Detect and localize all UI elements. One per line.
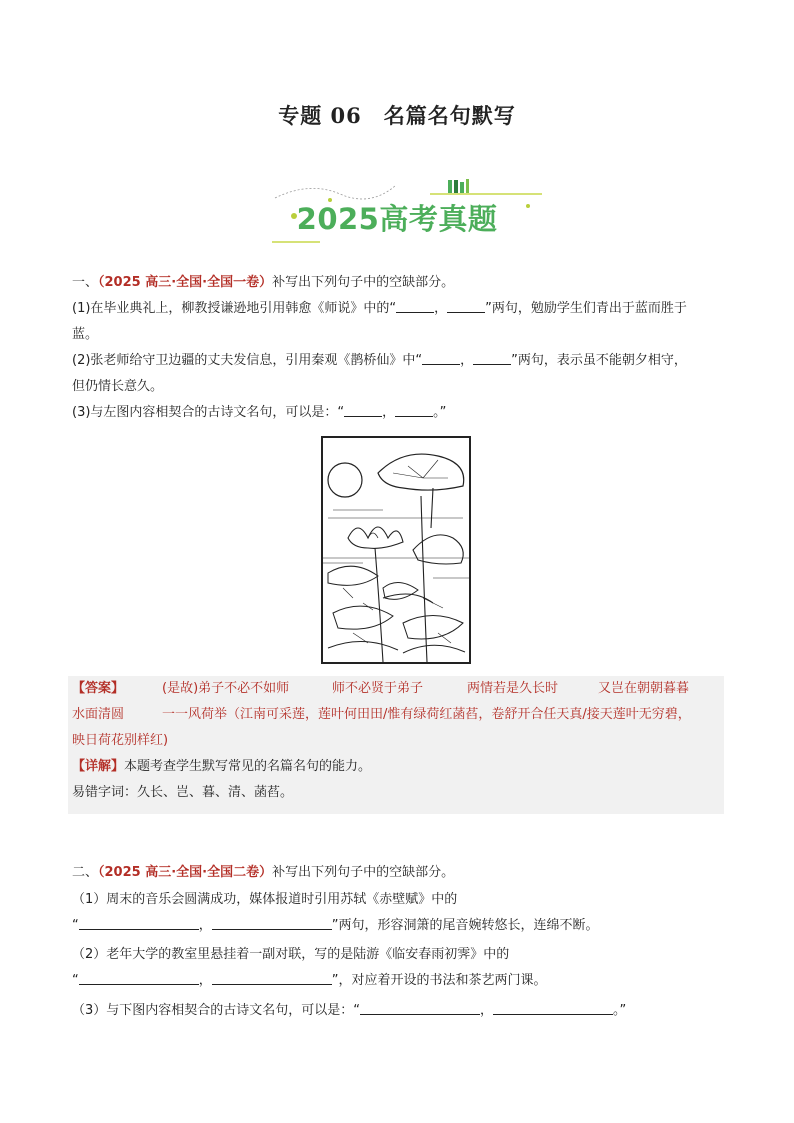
detail-label: 【详解】 xyxy=(72,759,125,774)
answer-6: 一一风荷举（江南可采莲，莲叶何田田/惟有绿荷红菡萏，卷舒开合任天真/接天莲叶无穷碧， xyxy=(162,707,691,722)
answer-4: 又岂在朝朝暮暮 xyxy=(598,681,690,696)
question-1-item-3: (3)与左图内容相契合的古诗文名句，可以是：“ ， 。” xyxy=(72,400,732,426)
error-words: 易错字词：久长、岂、暮、清、菡萏。 xyxy=(72,785,294,800)
question-1-item-1: (1)在毕业典礼上，柳教授谦逊地引用韩愈《师说》中的“ ， ”两句，勉励学生们青出于蓝而胜于 蓝。 xyxy=(72,296,732,348)
answer-label: 【答案】 xyxy=(72,681,125,696)
detail-text: 本题考查学生默写常见的名篇名句的能力。 xyxy=(124,759,372,774)
answer-2: 师不必贤于弟子 xyxy=(332,681,424,696)
question-2-item-1: （1）周末的音乐会圆满成功，媒体报道时引用苏轼《赤壁赋》中的 “ ， ”两句，形容洞箫的尾音婉转悠长，连绵不断。 xyxy=(72,892,599,933)
question-2-item-3: （3）与下图内容相契合的古诗文名句，可以是：“ ， 。” xyxy=(72,998,732,1024)
lotus-illustration xyxy=(321,436,471,664)
page-title: 专题 06 名篇名句默写 xyxy=(278,103,516,128)
question-2-header: 二、（2025 高三·全国·全国二卷）补写出下列句子中的空缺部分。 xyxy=(72,865,455,880)
books-icon xyxy=(448,179,469,193)
question-1-item-2: (2)张老师给守卫边疆的丈夫发信息，引用秦观《鹊桥仙》中“ ， ”两句，表示虽不能朝夕相守， 但仍情长意久。 xyxy=(72,348,732,400)
answer-1: (是故)弟子不必不如师 xyxy=(162,681,290,696)
question-2-item-2: （2）老年大学的教室里悬挂着一副对联，写的是陆游《临安春雨初霁》中的 “ ， ”，对应着开设的书法和茶艺两门课。 xyxy=(72,947,547,988)
answer-5: 水面清圆 xyxy=(72,707,125,722)
answer-7: 映日荷花别样红) xyxy=(72,733,169,748)
question-source: （2025 高三·全国·全国一卷） xyxy=(98,275,273,290)
answer-3: 两情若是久长时 xyxy=(467,681,559,696)
banner-title: 2025高考真题 xyxy=(296,202,498,236)
question-1-header: 一、（2025 高三·全国·全国一卷）补写出下列句子中的空缺部分。 xyxy=(72,275,455,290)
answer-section xyxy=(68,676,724,814)
question-source: （2025 高三·全国·全国二卷） xyxy=(98,865,273,880)
